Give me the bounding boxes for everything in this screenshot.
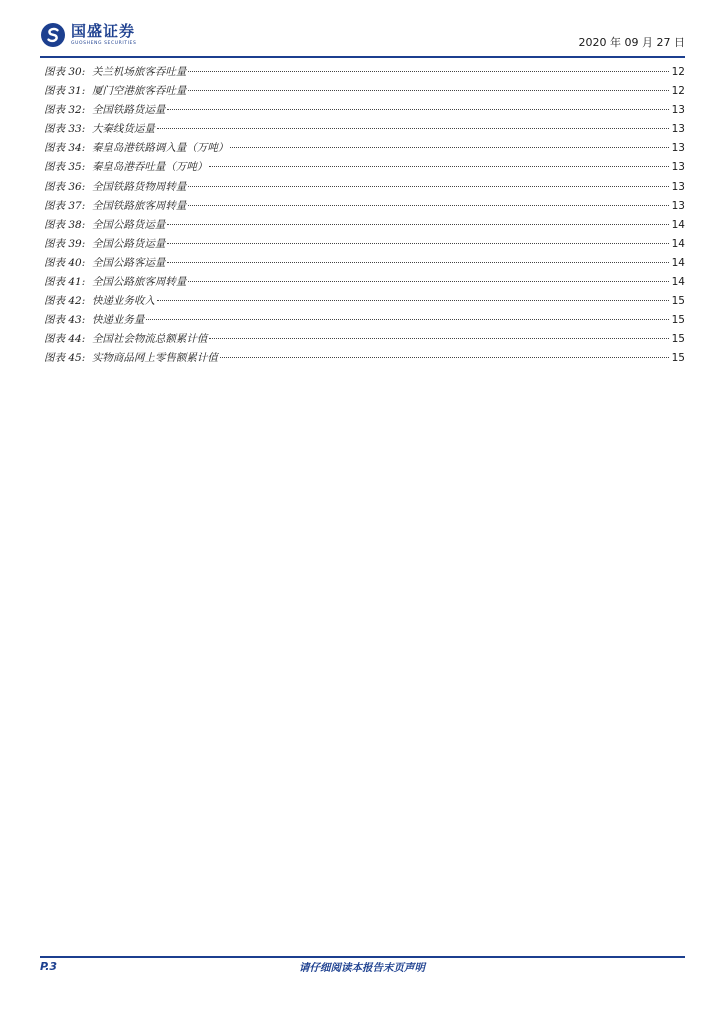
toc-entry[interactable] (44, 120, 685, 139)
toc-entry-label: 图表 45: (44, 352, 86, 365)
toc-entry-page: 12 (671, 85, 685, 98)
toc-entry-spacer (85, 254, 92, 273)
header-divider (40, 56, 685, 58)
toc-entry-title: 秦皇岛港铁路调入量（万吨） (91, 142, 229, 155)
toc-entry-spacer (85, 63, 92, 82)
toc-entry-spacer (85, 178, 92, 197)
toc-entry-spacer (85, 82, 92, 101)
toc-entry-spacer (85, 292, 92, 311)
toc-dot-leader (220, 357, 669, 358)
toc-entry-page: 13 (671, 180, 685, 193)
toc-entry-page: 13 (671, 161, 685, 174)
toc-entry-title: 实物商品网上零售额累计值 (91, 352, 218, 365)
toc-entry-spacer (85, 330, 92, 349)
toc-entry-page: 13 (671, 104, 685, 117)
toc-entry-label: 图表 40: (44, 256, 86, 269)
toc-dot-leader (188, 281, 669, 282)
toc-entry-spacer (85, 273, 92, 292)
toc-entry-spacer (85, 158, 92, 177)
toc-entry-label: 图表 42: (44, 295, 86, 308)
company-logo (40, 22, 136, 52)
toc-entry-label: 图表 41: (44, 276, 86, 289)
toc-dot-leader (167, 109, 669, 110)
toc-entry-spacer (85, 311, 92, 330)
toc-entry-page: 13 (671, 142, 685, 155)
toc-entry-label: 图表 37: (44, 199, 86, 212)
toc-entry-spacer (85, 216, 92, 235)
toc-entry-spacer (85, 101, 92, 120)
toc-dot-leader (188, 186, 669, 187)
toc-entry[interactable] (44, 197, 685, 216)
toc-entry-label: 图表 30: (44, 66, 86, 78)
logo-english-name: GUOSHENG SECURITIES (71, 41, 137, 46)
toc-entry[interactable] (44, 158, 685, 177)
toc-entry-page: 13 (671, 123, 685, 136)
toc-entry[interactable] (44, 235, 685, 254)
toc-entry-page: 15 (671, 295, 685, 308)
toc-entry[interactable] (44, 101, 685, 120)
toc-entry-title: 全国铁路货物周转量 (91, 180, 187, 193)
toc-entry-page: 15 (671, 314, 685, 327)
toc-entry-label: 图表 39: (44, 237, 86, 250)
toc-entry-title: 快递业务量 (91, 314, 145, 327)
toc-entry-page: 12 (671, 66, 685, 78)
toc-entry[interactable] (44, 254, 685, 273)
toc-entry-title: 秦皇岛港吞吐量（万吨） (91, 161, 208, 174)
toc-entry-label: 图表 35: (44, 161, 86, 174)
toc-dot-leader (188, 205, 669, 206)
toc-dot-leader (157, 128, 669, 129)
toc-dot-leader (209, 338, 669, 339)
toc-entry[interactable] (44, 139, 685, 158)
toc-entry-title: 厦门空港旅客吞吐量 (91, 85, 187, 98)
toc-entry[interactable] (44, 216, 685, 235)
toc-entry-label: 图表 32: (44, 104, 86, 117)
toc-entry-label: 图表 31: (44, 85, 86, 98)
toc-entry-spacer (85, 139, 92, 158)
toc-entry-title: 快递业务收入 (91, 295, 155, 308)
toc-entry-spacer (85, 197, 92, 216)
toc-entry-page: 14 (671, 237, 685, 250)
toc-entry[interactable] (44, 82, 685, 101)
toc-entry[interactable] (44, 178, 685, 197)
toc-entry-label: 图表 34: (44, 142, 86, 155)
toc-dot-leader (209, 166, 669, 167)
toc-entry-title: 关兰机场旅客吞吐量 (91, 66, 187, 78)
toc-entry[interactable] (44, 330, 685, 349)
toc-entry-title: 全国铁路旅客周转量 (91, 199, 187, 212)
toc-entry-label: 图表 33: (44, 123, 86, 136)
toc-entry[interactable] (44, 273, 685, 292)
toc-entry-page: 14 (671, 276, 685, 289)
toc-dot-leader (167, 262, 669, 263)
toc-entry-page: 15 (671, 333, 685, 346)
toc-dot-leader (188, 71, 669, 72)
toc-dot-leader (188, 90, 669, 91)
page-header (40, 22, 685, 54)
toc-entry-page: 15 (671, 352, 685, 365)
toc-entry-title: 全国公路旅客周转量 (91, 276, 187, 289)
guosheng-logo-icon (40, 22, 66, 48)
footer-divider (40, 956, 685, 958)
toc-entry-page: 14 (671, 256, 685, 269)
toc-entry-title: 全国公路货运量 (91, 237, 166, 250)
toc-entry-label: 图表 36: (44, 180, 86, 193)
toc-entry-label: 图表 38: (44, 218, 86, 231)
toc-entry-label: 图表 44: (44, 333, 86, 346)
toc-entry-title: 全国铁路货运量 (91, 104, 166, 117)
toc-entry[interactable] (44, 349, 685, 368)
toc-entry-page: 13 (671, 199, 685, 212)
report-date: 2020 年 09 月 27 日 (578, 36, 685, 49)
toc-entry-spacer (85, 235, 92, 254)
toc-entry-title: 全国公路客运量 (91, 256, 166, 269)
chart-index-list (44, 63, 685, 369)
toc-dot-leader (167, 243, 669, 244)
disclaimer-note: 请仔细阅读本报告末页声明 (299, 962, 425, 974)
toc-entry-title: 全国社会物流总额累计值 (91, 333, 208, 346)
toc-dot-leader (146, 319, 669, 320)
toc-dot-leader (157, 300, 669, 301)
logo-chinese-name: 国盛证券 (71, 22, 136, 40)
toc-entry-label: 图表 43: (44, 314, 86, 327)
toc-entry-page: 14 (671, 218, 685, 231)
toc-entry-title: 全国公路货运量 (91, 218, 166, 231)
toc-entry[interactable] (44, 311, 685, 330)
logo-text (71, 22, 136, 47)
page-number: P.3 (40, 960, 58, 973)
toc-entry[interactable] (44, 63, 685, 82)
toc-entry-spacer (85, 349, 92, 368)
toc-entry[interactable] (44, 292, 685, 311)
toc-entry-title: 大秦线货运量 (91, 123, 155, 136)
toc-dot-leader (167, 224, 669, 225)
toc-dot-leader (230, 147, 669, 148)
toc-entry-spacer (85, 120, 92, 139)
